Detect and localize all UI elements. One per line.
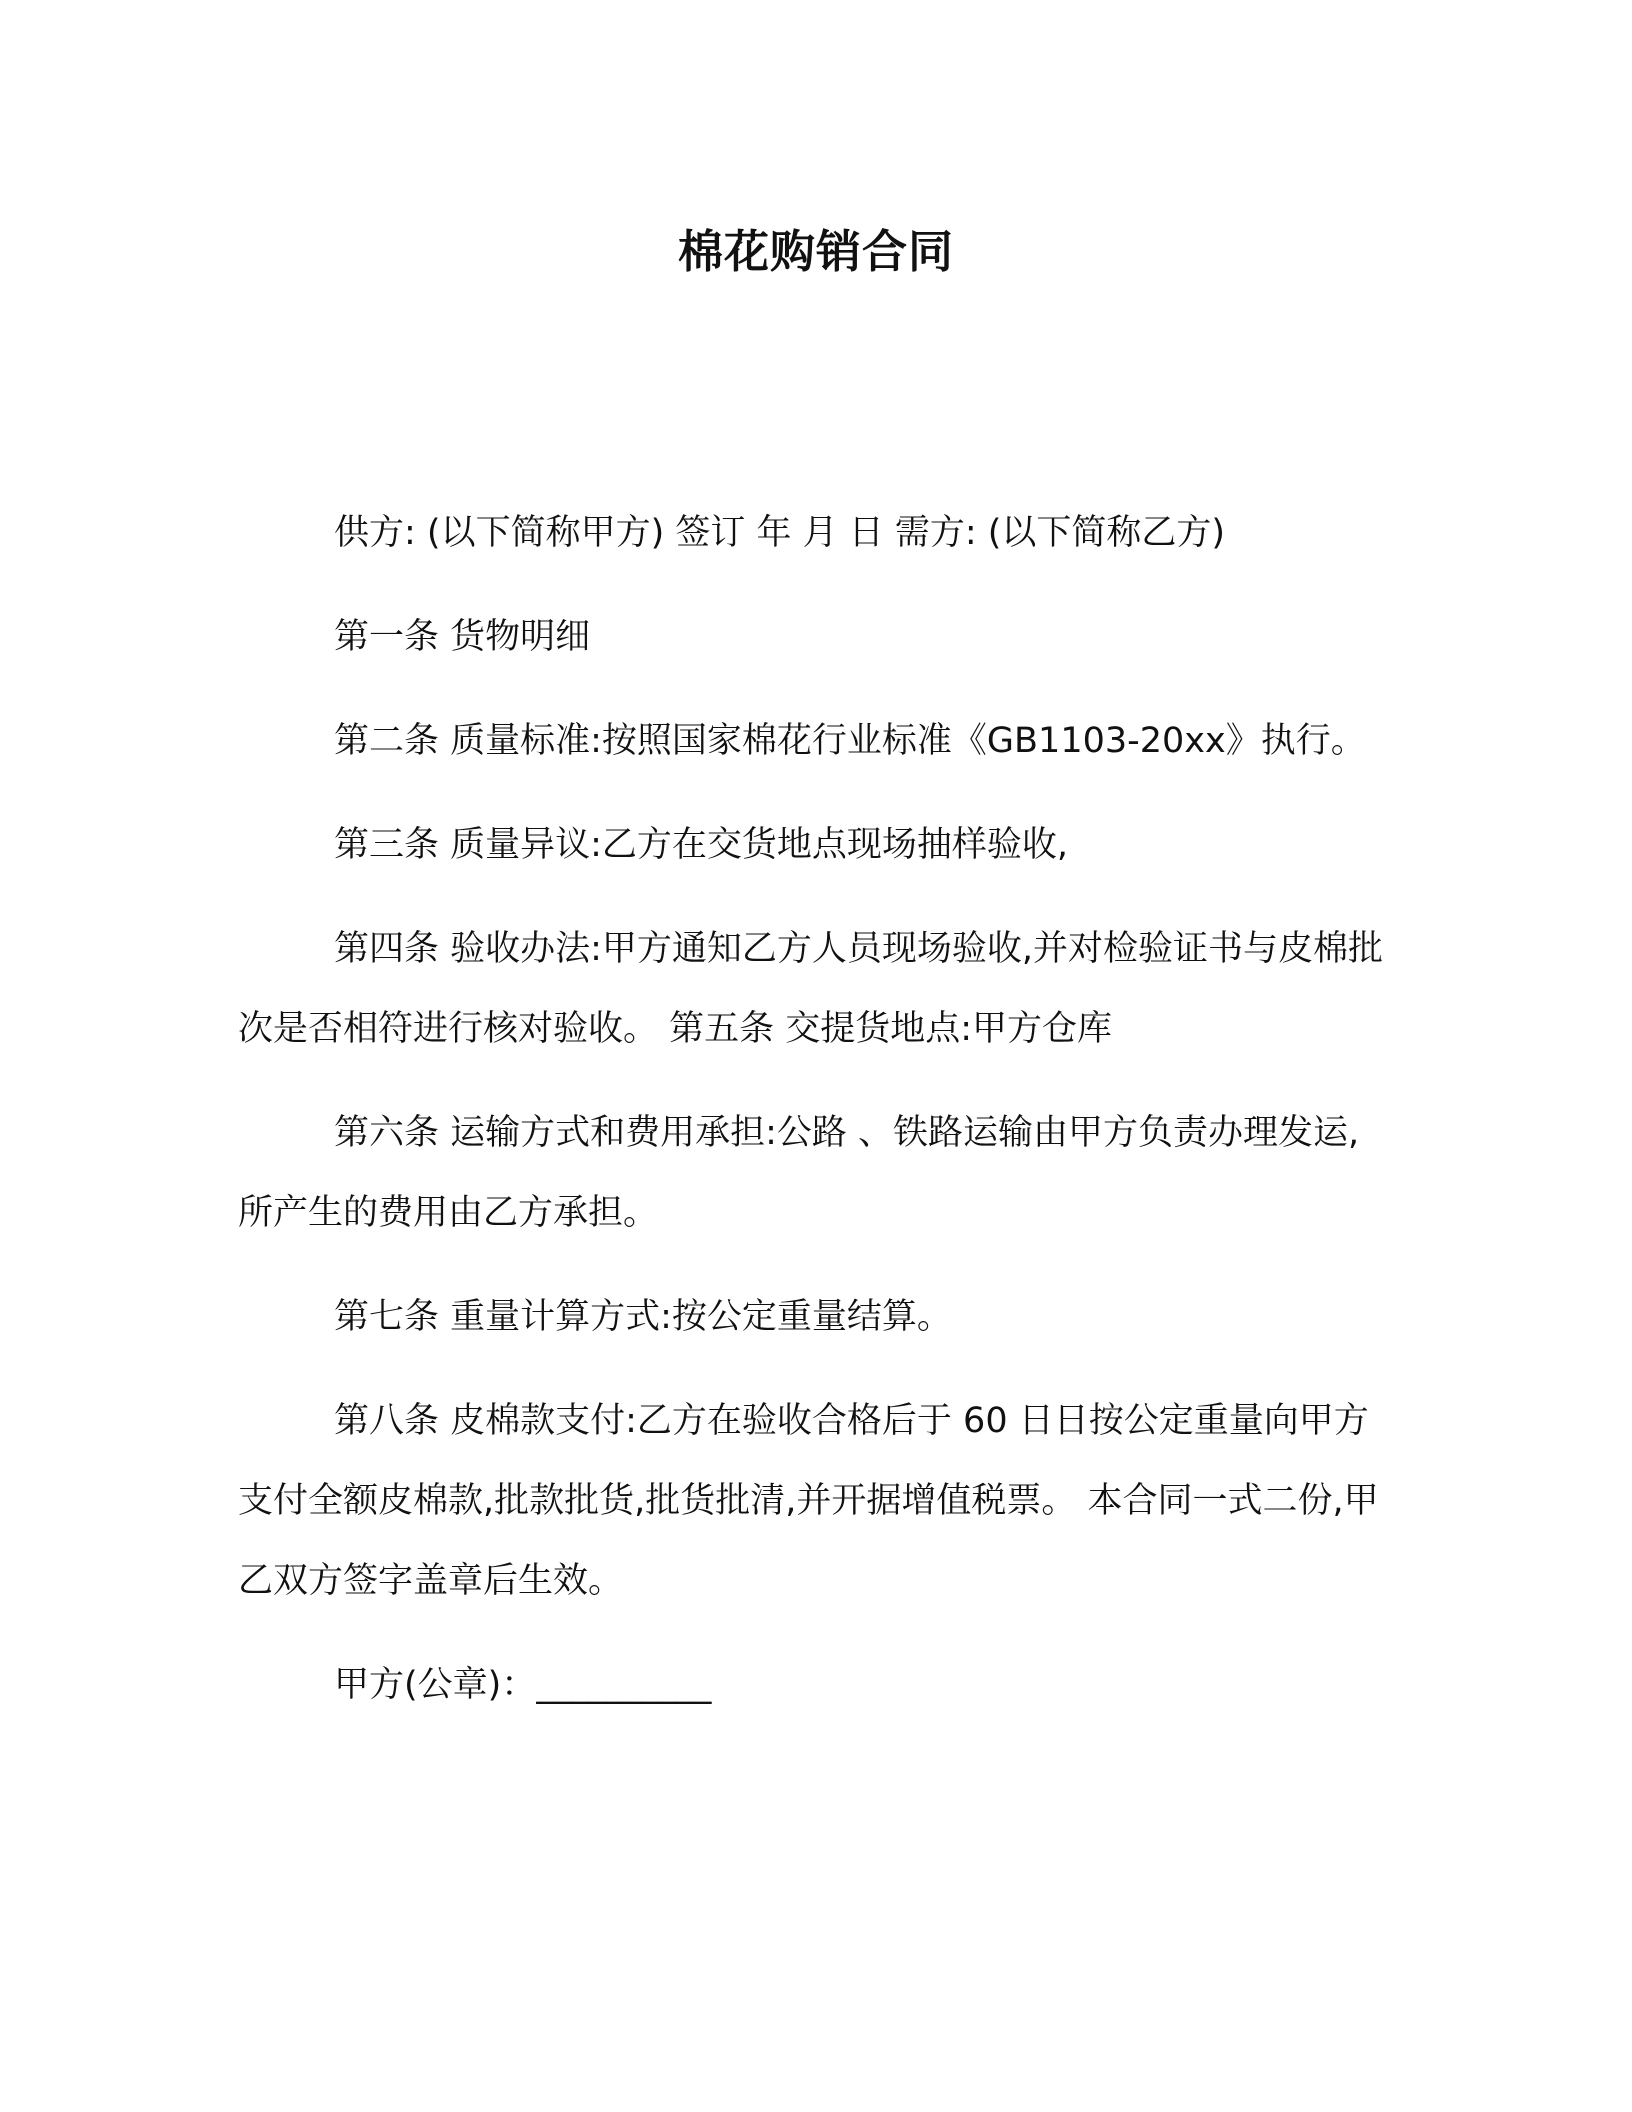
signature-label: 甲方(公章)：: [334, 1665, 537, 1705]
article-1-paragraph: 第一条 货物明细: [334, 617, 591, 657]
document-body: [238, 493, 1388, 1749]
signature-blank: __________: [536, 1665, 712, 1705]
article-6-paragraph: 第六条 运输方式和费用承担:公路 、铁路运输由甲方负责办理发运,所产生的费用由乙方承担。: [238, 1113, 1360, 1233]
article-2-paragraph: 第二条 质量标准:按照国家棉花行业标准《GB1103-20xx》执行。: [334, 721, 1366, 761]
signature-line: [238, 1645, 1388, 1725]
article-4-5-paragraph: 第四条 验收办法:甲方通知乙方人员现场验收,并对检验证书与皮棉批次是否相符进行核对验收。 第五条 交提货地点:甲方仓库: [238, 929, 1384, 1049]
article-3-paragraph: 第三条 质量异议:乙方在交货地点现场抽样验收,: [334, 825, 1069, 865]
article-8-paragraph: 第八条 皮棉款支付:乙方在验收合格后于 60 日日按公定重量向甲方支付全额皮棉款,批款批货,批货批清,并开据增值税票。 本合同一式二份,甲乙双方签字盖章后生效。: [238, 1401, 1379, 1601]
article-7-paragraph: 第七条 重量计算方式:按公定重量结算。: [334, 1297, 952, 1337]
parties-paragraph: 供方: (以下简称甲方) 签订 年 月 日 需方: (以下简称乙方): [334, 513, 1226, 553]
document-title: 棉花购销合同: [677, 225, 954, 278]
